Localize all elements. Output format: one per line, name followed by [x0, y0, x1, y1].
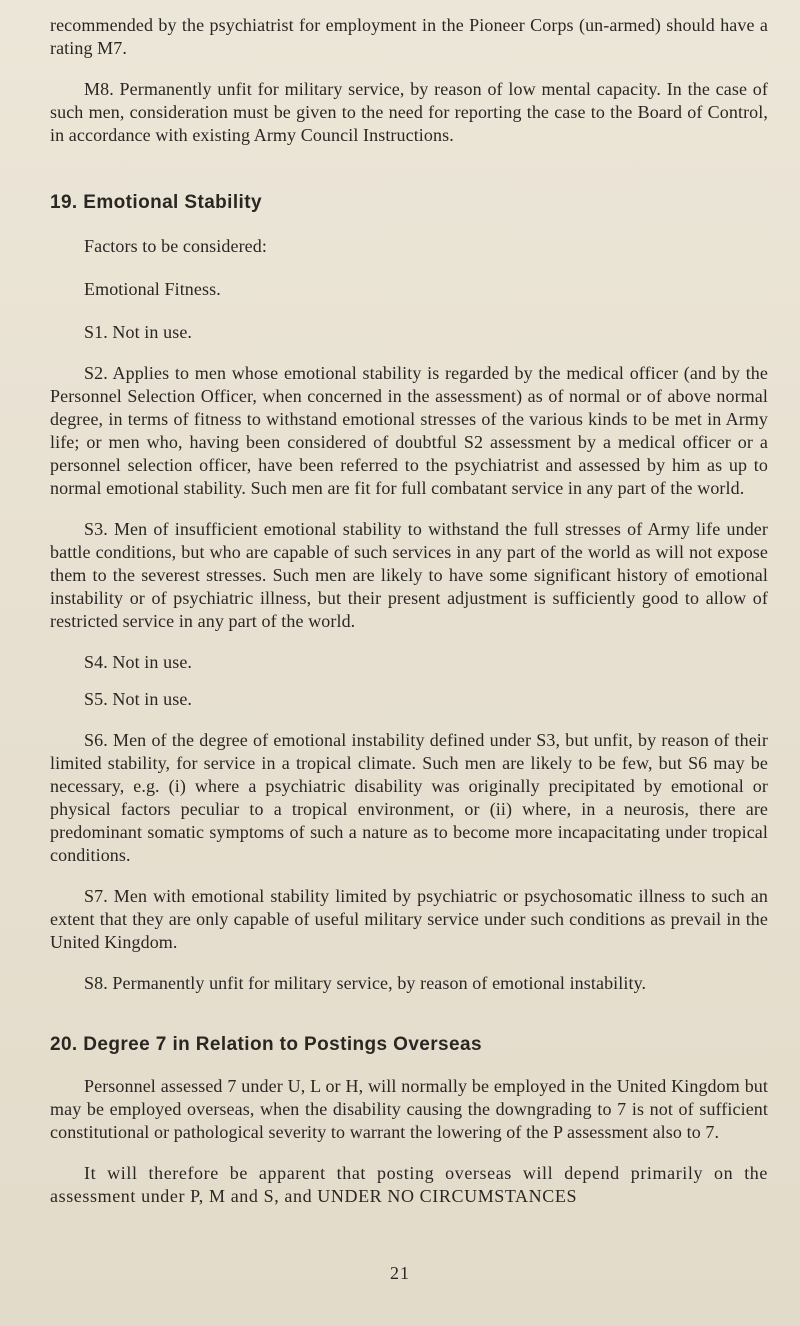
page-number: 21 — [390, 1263, 410, 1283]
section-19-heading: 19. Emotional Stability — [50, 192, 262, 213]
s7-paragraph: S7. Men with emotional stability limited by psychiatric or psychosomatic illness to such an extent that they are only capable of useful military service under such conditions as prevail in the United Kingdom. — [50, 886, 768, 952]
s3-paragraph: S3. Men of insufficient emotional stability to withstand the full stresses of Army life under battle conditions, but who are capable of such services in any part of the world as will not expose them to the severest stresses. Such men are likely to have some significant history of emotional instability or of psychiatric illness, but their present adjustment is sufficiently good to allow of restricted service in any part of the world. — [50, 519, 768, 631]
s8-paragraph: S8. Permanently unfit for military service, by reason of emotional instability. — [84, 973, 647, 993]
section-20-heading: 20. Degree 7 in Relation to Postings Overseas — [50, 1034, 482, 1055]
s4-item: S4. Not in use. — [84, 652, 193, 672]
s2-paragraph: S2. Applies to men whose emotional stability is regarded by the medical officer (and by the Personnel Selection Officer, when concerned in the assessment) as of normal or of above normal degree, in terms of fitness to withstand emotional stresses of the various kinds to be met in Army life; or men who, having been considered of doubtful S2 assessment by a medical officer or a personnel selection officer, have been referred to the psychiatrist and assessed by him as up to normal emotional stability. Such men are fit for full combatant service in any part of the world. — [50, 363, 768, 498]
factors-label: Factors to be considered: — [84, 236, 267, 256]
continued-paragraph: recommended by the psychiatrist for employment in the Pioneer Corps (un-armed) should have a rating M7. — [50, 15, 768, 58]
emotional-fitness-subheading: Emotional Fitness. — [84, 279, 221, 299]
section-20-paragraph-2: It will therefore be apparent that posting overseas will depend primarily on the assessment under P, M and S, and UNDER NO CIRCUMSTANCES — [50, 1163, 768, 1206]
s1-item: S1. Not in use. — [84, 322, 193, 342]
s6-paragraph: S6. Men of the degree of emotional instability defined under S3, but unfit, by reason of their limited stability, for service in a tropical climate. Such men are likely to be few, but S6 may be necessary, e.g. (i) where a psychiatric disability was originally precipitated by emotional or physical factors peculiar to a tropical environment, or (ii) where, in a neurosis, there are predominant somatic symptoms of such a nature as to become more incapacitating under tropical conditions. — [50, 730, 768, 865]
m8-paragraph: M8. Permanently unfit for military service, by reason of low mental capacity. In the case of such men, consideration must be given to the need for reporting the case to the Board of Control, in accordance with existing Army Council Instructions. — [50, 79, 768, 145]
page-text — [50, 14, 768, 1208]
section-20-paragraph-1: Personnel assessed 7 under U, L or H, will normally be employed in the United Kingdom but may be employed overseas, when the disability causing the downgrading to 7 is not of sufficient constitutional or pathological severity to warrant the lowering of the P assessment also to 7. — [50, 1076, 768, 1142]
s5-item: S5. Not in use. — [84, 689, 193, 709]
